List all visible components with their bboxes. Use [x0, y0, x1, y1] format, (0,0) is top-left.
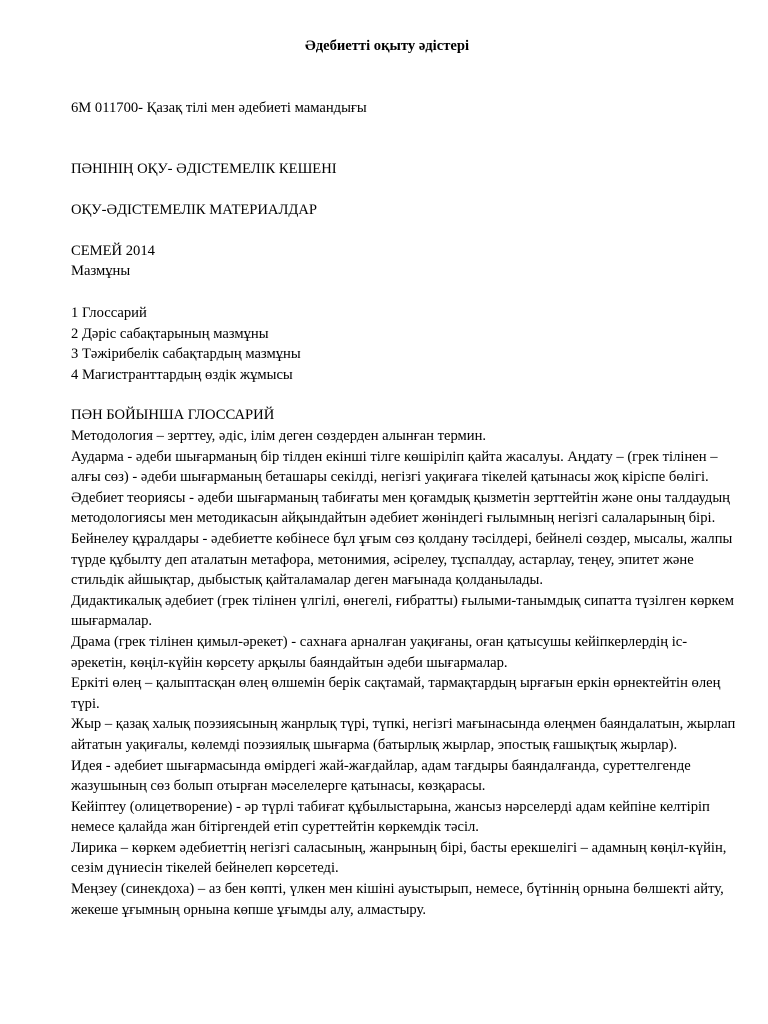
glossary-list [71, 426, 736, 920]
glossary-heading: ПӘН БОЙЫНША ГЛОССАРИЙ [71, 407, 275, 423]
glossary-entry: Методология – зерттеу, әдіс, ілім деген сөздерден алынған термин. [71, 428, 487, 444]
glossary-entry: Дидактикалық әдебиет (грек тілінен үлгілі, өнегелі, ғибратты) ғылыми-танымдық сипатта түзілген көркем шығармалар. [71, 592, 734, 630]
glossary-entry: Еркіті өлең – қалыптасқан өлең өлшемін берік сақтамай, тармақтардың ырғағын еркін өрнектейтін өлең түрі. [71, 675, 721, 712]
contents-heading: Мазмұны [71, 263, 131, 279]
glossary-entry: Драма (грек тілінен қимыл-әрекет) - сахнаға арналған уақиғаны, оған қатысушы кейіпкерлердің іс-әрекетін, көңіл-күйін көрсету арқылы баяндайтын әдеби шығармалар. [71, 633, 688, 671]
glossary-entry: Аударма - әдеби шығарманың бір тілден екінші тілге көшіріліп қайта жасалуы. Аңдату – (грек тілінен – алғы сөз) - әдеби шығарманың беташары секілді, негізгі уақиғаға тікелей қатынасы жоқ кіріспе бөлігі. [71, 448, 718, 486]
glossary-entry: Идея - әдебиет шығармасында өмірдегі жай-жағдайлар, адам тағдыры баяндалғанда, суреттелгенде жазушының сөз болып отырған мәселелерге қатынасы, көзқарасы. [71, 757, 691, 795]
glossary-entry: Лирика – көркем әдебиеттің негізгі саласының, жанрының бірі, басты ерекшелігі – адамның көңіл-күйін, сезім дүниесін тікелей бейнелеп көрсетеді. [71, 839, 727, 877]
contents-item: 3 Тәжірибелік сабақтардың мазмұны [71, 346, 301, 363]
contents-item: 1 Глоссарий [71, 305, 147, 321]
glossary-entry: Бейнелеу құралдары - әдебиетте көбінесе бұл ұғым сөз қолдану тәсілдері, бейнелі сөздер, мысалы, жалпы түрде құбылту деп аталатын метафора, метонимия, әсірелеу, тұспалдау, астарлау, теңеу, эпитет және стильдік айшықтар, дыбыстық қайталамалар деген мағынада қолданылады. [71, 530, 733, 589]
glossary-entry: Әдебиет теориясы - әдеби шығарманың табиғаты мен қоғамдық қызметін зерттейтін және оны талдаудың методологиясы мен методикасын айқындайтын әдебиет жөніндегі ғылымның негізгі салаларының бірі. [71, 489, 730, 527]
complex-heading: ПӘНІНІҢ ОҚУ- ӘДІСТЕМЕЛІК КЕШЕНІ [71, 161, 337, 177]
contents-list [71, 303, 736, 385]
glossary-entry: Кейіптеу (олицетворение) - әр түрлі табиғат құбылыстарына, жансыз нәрселерді адам кейпіне келтіріп немесе қалайда жан бітіргендей етіп суреттейтін көркемдік тәсіл. [71, 798, 710, 836]
materials-heading: ОҚУ-ӘДІСТЕМЕЛІК МАТЕРИАЛДАР [71, 202, 317, 218]
contents-item: 2 Дәріс сабақтарының мазмұны [71, 325, 269, 342]
document-title: Әдебиетті оқыту әдістері [304, 38, 470, 54]
contents-item: 4 Магистранттардың өздік жұмысы [71, 366, 293, 383]
glossary-entry: Меңзеу (синекдоха) – аз бен көпті, үлкен мен кішіні ауыстырып, немесе, бүтіннің орнына бөлшекті айту, жекеше ұғымның орнына көпше ұғымды алу, алмастыру. [71, 881, 724, 918]
specialty-line: 6М 011700- Қазақ тілі мен әдебиеті мамандығы [71, 100, 367, 116]
glossary-entry: Жыр – қазақ халық поэзиясының жанрлық түрі, түпкі, негізгі мағынасында өлеңмен баяндалатын, жырлап айтатын уақиғалы, көлемді поэзиялық шығарма (батырлық жырлар, эпостық ғашықтық жырлар). [71, 716, 736, 753]
city-year: СЕМЕЙ 2014 [71, 243, 155, 259]
